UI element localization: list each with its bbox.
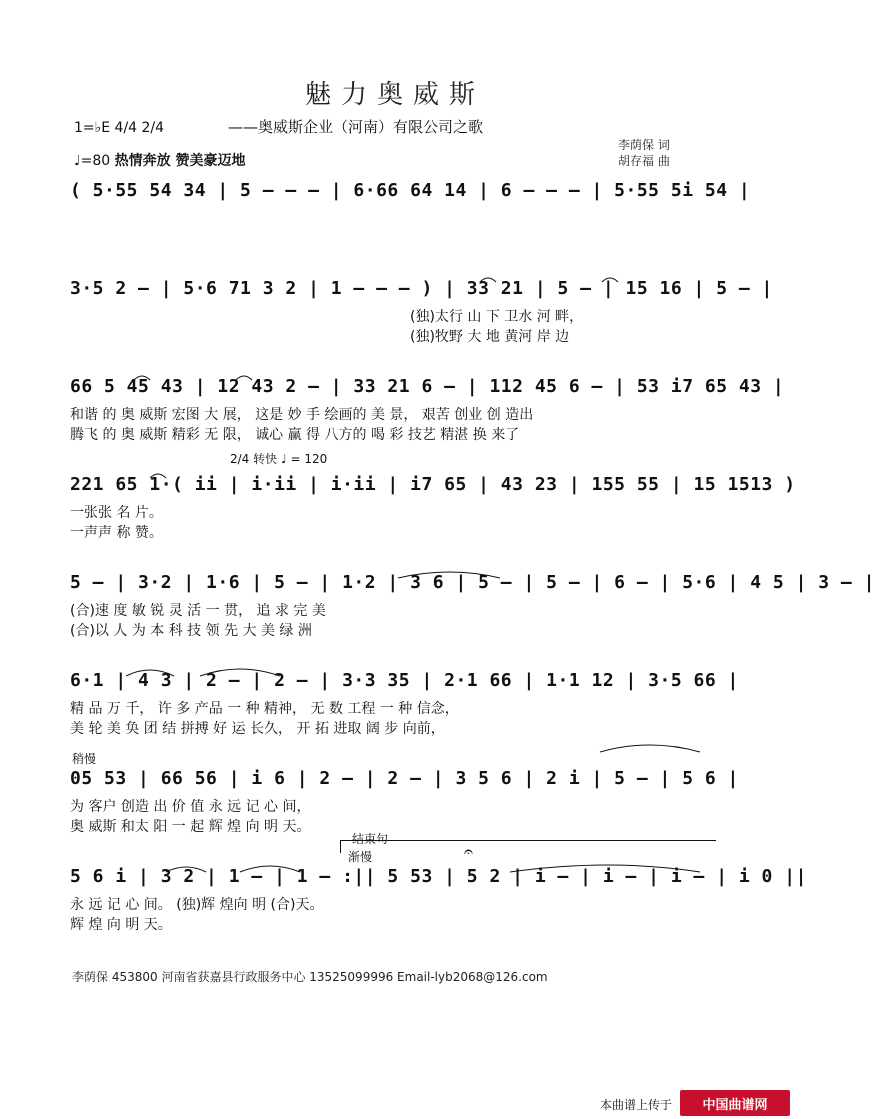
notation-line: 5 – | 3·2 | 1·6 | 5 – | 1·2 | 3 6 | 5 – | 5 – | 6 – | 5·6 | 4 5 | 3 – | — [70, 572, 875, 593]
lyric-verse-2: 腾飞 的 奥 威斯 精彩 无 限， 诚心 赢 得 八方的 喝 彩 技艺 精湛 换 来了 — [70, 427, 520, 443]
tempo-change-label: 2/4 转快 — [230, 452, 278, 466]
composer-credit: 胡存福 曲 — [618, 154, 670, 168]
slur — [510, 865, 700, 872]
slur — [200, 669, 280, 676]
contact-info: 李荫保 453800 河南省获嘉县行政服务中心 13525099996 Email-lyb2068@126.com — [72, 970, 548, 984]
lyric-verse-2: 奥 威斯 和太 阳 一 起 辉 煌 向 明 天。 — [70, 819, 311, 835]
slur — [398, 572, 500, 578]
gradually-slow-mark: 渐慢 — [348, 850, 373, 864]
lyric-verse-2: 美 轮 美 奂 团 结 拼搏 好 运 长久， 开 拓 进取 阔 步 向前， — [70, 721, 445, 737]
slur — [480, 278, 496, 282]
score-subtitle: ——奥威斯企业（河南）有限公司之歌 — [228, 118, 484, 136]
slur — [600, 745, 700, 752]
lyric-verse-1: 和谐 的 奥 威斯 宏图 大 展， 这是 妙 手 绘画的 美 景， 艰苦 创业 创 造出 — [70, 407, 534, 423]
ending-label: 结束句 — [352, 832, 389, 846]
lyric-verse-1: 永 远 记 心 间。 (独)辉 煌向 明 (合)天。 — [70, 897, 324, 913]
notation-line: 05 53 | 66 56 | i 6 | 2 – | 2 – | 3 5 6 | 2 i | 5 – | 5 6 | — [70, 768, 739, 789]
site-logo[interactable]: 中国曲谱网 — [680, 1090, 790, 1116]
lyricist-credit: 李荫保 词 — [618, 138, 670, 152]
lyric-verse-2: 辉 煌 向 明 天。 — [70, 917, 172, 933]
slur — [236, 376, 252, 380]
notation-line: 3·5 2 – | 5·6 71 3 2 | 1 – – – ) | 33 21 | 5 – | 15 16 | 5 – | — [70, 278, 773, 299]
lyric-verse-2: (合)以 人 为 本 科 技 领 先 大 美 绿 洲 — [70, 623, 312, 639]
score-title: 魅力奥威斯 — [304, 80, 485, 110]
lyric-verse-1: (合)速 度 敏 锐 灵 活 一 贯， 追 求 完 美 — [70, 603, 326, 619]
slur — [240, 866, 300, 872]
lyric-verse-1: 为 客户 创造 出 价 值 永 远 记 心 间， — [70, 799, 311, 815]
notation-line: 221 65 1·( ii | i·ii | i·ii | i7 65 | 43 23 | 155 55 | 15 1513 ) — [70, 474, 796, 495]
slur — [602, 278, 618, 282]
slur — [150, 474, 166, 478]
upload-label: 本曲谱上传于 — [600, 1098, 673, 1112]
fermata-icon: 𝄐 — [464, 842, 473, 861]
tempo-change-value: ♩ = 120 — [280, 452, 328, 466]
lyric-verse-1: 一张张 名 片。 — [70, 505, 163, 521]
lyric-verse-2: 一声声 称 赞。 — [70, 525, 163, 541]
lyric-verse-2: (独)牧野 大 地 黄河 岸 边 — [410, 329, 570, 345]
slur — [166, 867, 206, 872]
slur — [134, 376, 150, 380]
notation-line: 6·1 | 4 3 | 2 – | 2 – | 3·3 35 | 2·1 66 | 1·1 12 | 3·5 66 | — [70, 670, 739, 691]
expression-mark: 热情奔放 赞美豪迈地 — [114, 153, 246, 169]
slur — [126, 670, 174, 676]
lyric-verse-1: 精 品 万 千， 许 多 产品 一 种 精神， 无 数 工程 一 种 信念， — [70, 701, 459, 717]
tempo-value: ♩=80 — [74, 153, 111, 169]
notation-line: ( 5·55 54 34 | 5 – – – | 6·66 64 14 | 6 – – – | 5·55 5i 54 | — [70, 180, 751, 201]
notation-line: 5 6 i | 3 2 | 1 – | 1 – :|| 5 53 | 5 2 | i – | i – | i – | i 0 || — [70, 866, 807, 887]
key-signature: 1=♭E 4/4 2/4 — [74, 120, 165, 136]
lyric-verse-1: (独)太行 山 下 卫水 河 畔， — [410, 309, 584, 325]
slow-mark: 稍慢 — [72, 752, 97, 766]
notation-line: 66 5 45 43 | 12 43 2 – | 33 21 6 – | 112 45 6 – | 53 i7 65 43 | — [70, 376, 785, 397]
